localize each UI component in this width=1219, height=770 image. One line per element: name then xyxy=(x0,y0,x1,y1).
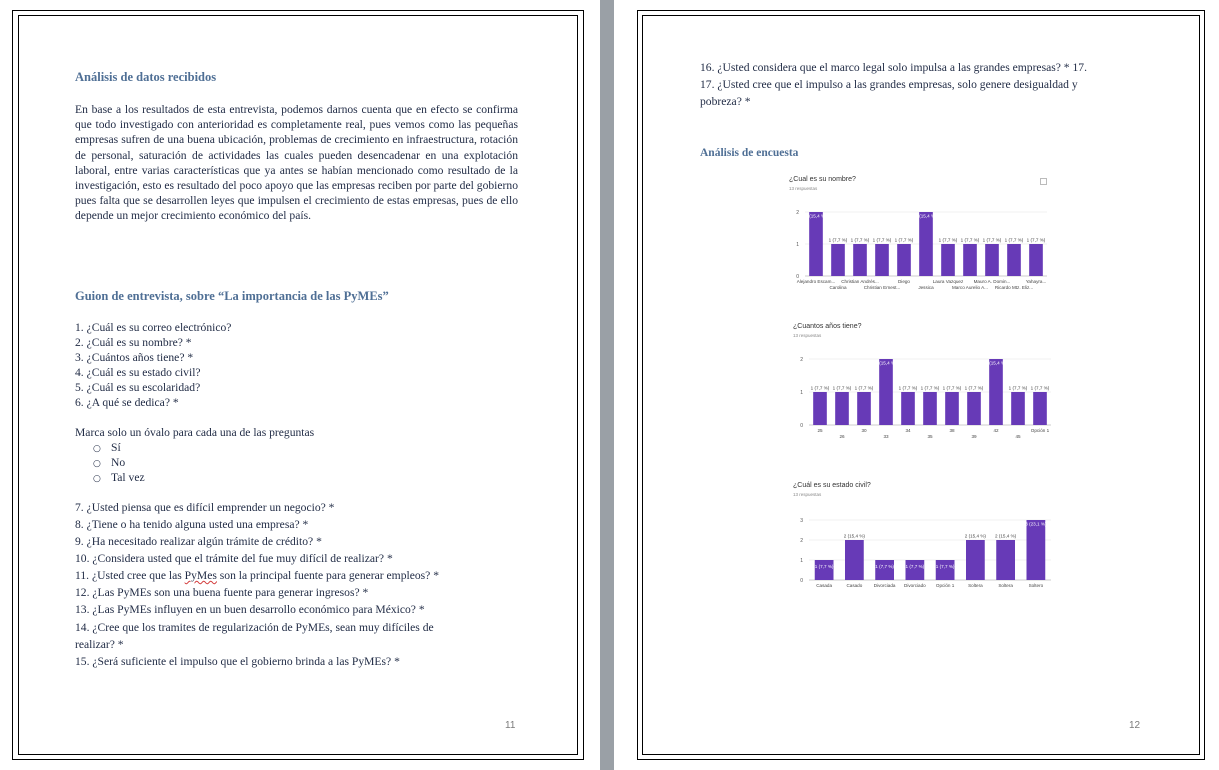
chart-title: ¿Cual es su nombre? xyxy=(789,176,856,183)
data-label: 1 (7,7 %) xyxy=(905,564,925,569)
chart-title: ¿Cuál es su estado civil? xyxy=(793,482,871,489)
copy-icon xyxy=(1040,178,1047,185)
page-gutter xyxy=(600,0,614,770)
question-14-cont: realizar? * xyxy=(75,638,124,651)
question-13: 13. ¿Las PyMEs influyen en un buen desarrollo económico para México? * xyxy=(75,603,425,616)
question-10: 10. ¿Considera usted que el trámite del fue muy difícil de realizar? * xyxy=(75,552,393,565)
data-label: 1 (7,7 %) xyxy=(1030,385,1050,391)
data-label: 1 (7,7 %) xyxy=(960,237,980,243)
question-12: 12. ¿Las PyMEs son una buena fuente para generar ingresos? * xyxy=(75,586,369,599)
data-label: 1 (7,7 %) xyxy=(1008,385,1028,391)
bar xyxy=(985,244,999,276)
x-tick-label: Laura Vazquez xyxy=(932,279,964,284)
x-tick-label: Marco Aurelio A... xyxy=(951,285,989,290)
data-label: 1 (7,7 %) xyxy=(814,564,834,569)
bar xyxy=(875,244,889,276)
y-tick-label: 1 xyxy=(800,390,803,396)
data-label: 1 (7,7 %) xyxy=(1026,237,1046,243)
chart-svg xyxy=(789,194,1051,298)
x-tick-label: 34 xyxy=(905,428,911,433)
data-label: 1 (7,7 %) xyxy=(1004,237,1024,243)
bar xyxy=(967,392,981,425)
x-tick-label: Divorciado xyxy=(904,583,926,588)
x-tick-label: 25 xyxy=(817,428,823,433)
question-16: 16. ¿Usted considera que el marco legal solo impulsa a las grandes empresas? * 17. xyxy=(700,61,1087,74)
x-tick-label: Casada xyxy=(816,583,833,588)
data-label: 2 (15,4 %) xyxy=(985,360,1007,366)
y-tick-label: 3 xyxy=(800,518,803,524)
question-3: 3. ¿Cuántos años tiene? * xyxy=(75,351,194,364)
page-number: 12 xyxy=(1129,720,1141,731)
data-label: 1 (7,7 %) xyxy=(894,237,914,243)
x-tick-label: Carolina xyxy=(829,285,847,290)
bar xyxy=(813,392,827,425)
data-label: 1 (7,7 %) xyxy=(832,385,852,391)
data-label: 1 (7,7 %) xyxy=(964,385,984,391)
x-tick-label: 30 xyxy=(861,428,867,433)
option-no: ○ No xyxy=(93,456,126,469)
chart-title: ¿Cuantos años tiene? xyxy=(793,323,862,330)
chart-nombre xyxy=(789,176,1051,298)
chart-subtitle: 13 respuestas xyxy=(789,186,818,191)
y-tick-label: 2 xyxy=(800,357,803,363)
bar xyxy=(919,212,933,276)
question-6: 6. ¿A qué se dedica? * xyxy=(75,396,179,409)
data-label: 2 (15,4 %) xyxy=(843,533,865,539)
y-tick-label: 2 xyxy=(800,538,803,544)
question-17: 17. ¿Usted cree que el impulso a las grandes empresas, solo genere desigualdad y xyxy=(700,78,1078,91)
question-14: 14. ¿Cree que los tramites de regularización de PyMEs, sean muy difíciles de xyxy=(75,621,434,634)
question-7: 7. ¿Usted piensa que es difícil emprender un negocio? * xyxy=(75,501,335,514)
bar xyxy=(1011,392,1025,425)
x-tick-label: Soltero xyxy=(1028,583,1044,588)
x-tick-label: Yahayra... xyxy=(1025,279,1047,284)
x-tick-label: 33 xyxy=(883,434,889,439)
data-label: 1 (7,7 %) xyxy=(828,237,848,243)
data-label: 1 (7,7 %) xyxy=(942,385,962,391)
bar xyxy=(989,359,1003,425)
y-tick-label: 1 xyxy=(800,558,803,564)
x-tick-label: Opción 1 xyxy=(935,583,955,588)
x-tick-label: Diego xyxy=(897,279,911,284)
question-11: 11. ¿Usted cree que las PyMes son la principal fuente para generar empleos? * xyxy=(75,569,440,582)
y-tick-label: 0 xyxy=(796,274,799,280)
data-label: 3 (23,1 %) xyxy=(1025,521,1047,527)
bar xyxy=(996,540,1015,580)
heading-analisis-datos: Análisis de datos recibidos xyxy=(75,70,217,84)
chart-subtitle: 13 respuestas xyxy=(793,333,822,338)
bar xyxy=(936,560,955,580)
analysis-paragraph: En base a los resultados de esta entrevista, podemos darnos cuenta que en efecto se confirma que todo investigado con anterioridad es completamente real, pues vemos como las pequeñas empresas sufren de una buena ubicación, problemas de crecimiento en infraestructura, rotación de personal, saturación de actividades las cuales pueden desencadenar en una explotación laboral, entre varias características que ya antes se habían mencionado como resultado de la investigación, esto es resultado del poco apoyo que las empresas reciben por parte del gobierno pues falta que se desarrollen leyes que impulsen el crecimiento de estas empresas, pues de ello depende un mejor crecimiento económico del país. xyxy=(75,103,518,223)
data-label: 1 (7,7 %) xyxy=(898,385,918,391)
question-4: 4. ¿Cuál es su estado civil? xyxy=(75,366,201,379)
data-label: 2 (15,4 %) xyxy=(915,213,937,219)
bar xyxy=(875,560,894,580)
spellcheck-word: PyMes xyxy=(184,569,217,582)
question-2: 2. ¿Cuál es su nombre? * xyxy=(75,336,192,349)
bar xyxy=(945,392,959,425)
bar xyxy=(1033,392,1047,425)
bar xyxy=(835,392,849,425)
x-tick-label: Jessica xyxy=(918,285,934,290)
x-tick-label: Mauro A. Domin... xyxy=(973,279,1011,284)
question-5: 5. ¿Cuál es su escolaridad? xyxy=(75,381,201,394)
bar xyxy=(831,244,845,276)
data-label: 1 (7,7 %) xyxy=(872,237,892,243)
x-tick-label: Christian Andrés... xyxy=(841,279,879,284)
bar xyxy=(1026,520,1045,580)
question-9: 9. ¿Ha necesitado realizar algún trámite de crédito? * xyxy=(75,535,322,548)
bar xyxy=(905,560,924,580)
chart-edad xyxy=(793,323,1055,443)
bar xyxy=(857,392,871,425)
data-label: 1 (7,7 %) xyxy=(982,237,1002,243)
x-tick-label: 38 xyxy=(949,428,955,433)
data-label: 1 (7,7 %) xyxy=(875,564,894,569)
question-1: 1. ¿Cuál es su correo electrónico? xyxy=(75,321,232,334)
x-tick-label: Soltera xyxy=(968,583,983,588)
bar xyxy=(879,359,893,425)
x-tick-label: 35 xyxy=(927,434,933,439)
bar xyxy=(966,540,985,580)
circle-bullet-icon: ○ xyxy=(93,444,101,454)
option-tal-vez: ○ Tal vez xyxy=(93,471,145,484)
y-tick-label: 0 xyxy=(800,578,803,584)
x-tick-label: Casado xyxy=(846,583,863,588)
bar xyxy=(1029,244,1043,276)
circle-bullet-icon: ○ xyxy=(93,474,101,484)
bar xyxy=(923,392,937,425)
option-si: ○ Sí xyxy=(93,441,121,454)
data-label: 1 (7,7 %) xyxy=(935,564,955,569)
data-label: 1 (7,7 %) xyxy=(850,237,870,243)
x-tick-label: 45 xyxy=(1015,434,1021,439)
y-tick-label: 2 xyxy=(796,210,799,216)
data-label: 1 (7,7 %) xyxy=(810,385,830,391)
x-tick-label: 42 xyxy=(993,428,999,433)
bar xyxy=(845,540,864,580)
bar xyxy=(941,244,955,276)
y-tick-label: 0 xyxy=(800,423,803,429)
y-tick-label: 1 xyxy=(796,242,799,248)
page-11 xyxy=(0,0,596,770)
bar xyxy=(1007,244,1021,276)
question-15: 15. ¿Será suficiente el impulso que el gobierno brinda a las PyMEs? * xyxy=(75,655,400,668)
page-number: 11 xyxy=(505,720,516,731)
bar xyxy=(815,560,834,580)
x-tick-label: Christian Ernest... xyxy=(863,285,901,290)
data-label: 2 (15,4 %) xyxy=(805,213,827,219)
x-tick-label: Soltera xyxy=(998,583,1013,588)
bar xyxy=(809,212,823,276)
page-12 xyxy=(623,0,1219,770)
data-label: 1 (7,7 %) xyxy=(854,385,874,391)
question-17-cont: pobreza? * xyxy=(700,95,751,108)
bar xyxy=(901,392,915,425)
data-label: 1 (7,7 %) xyxy=(920,385,940,391)
heading-analisis-encuesta: Análisis de encuesta xyxy=(700,147,799,159)
data-label: 2 (15,4 %) xyxy=(964,533,986,539)
x-tick-label: Divorciada xyxy=(873,583,896,588)
x-tick-label: 39 xyxy=(971,434,977,439)
x-tick-label: Alejandro Escam... xyxy=(796,279,836,284)
chart-svg xyxy=(793,341,1055,443)
x-tick-label: 26 xyxy=(839,434,845,439)
data-label: 1 (7,7 %) xyxy=(938,237,958,243)
question-8: 8. ¿Tiene o ha tenido alguna usted una empresa? * xyxy=(75,518,309,531)
chart-estado-civil xyxy=(793,482,1055,596)
circle-bullet-icon: ○ xyxy=(93,459,101,469)
chart-svg xyxy=(793,500,1055,596)
chart-subtitle: 13 respuestas xyxy=(793,492,822,497)
bar xyxy=(853,244,867,276)
bar xyxy=(963,244,977,276)
data-label: 2 (15,4 %) xyxy=(995,533,1017,539)
bar xyxy=(897,244,911,276)
oval-instruction: Marca solo un óvalo para cada una de las preguntas xyxy=(75,426,315,439)
x-tick-label: Ricardo Mtz. Eliz... xyxy=(994,285,1034,290)
x-tick-label: Opción 1 xyxy=(1030,428,1050,433)
heading-guion-entrevista: Guion de entrevista, sobre “La importancia de las PyMEs” xyxy=(75,289,389,303)
data-label: 2 (15,4 %) xyxy=(875,360,897,366)
